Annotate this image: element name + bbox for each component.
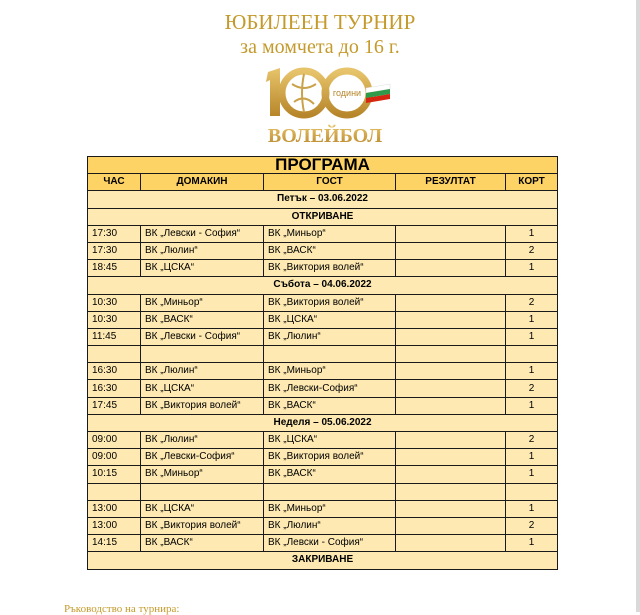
match-result (396, 500, 506, 517)
match-time: 16:30 (88, 363, 141, 380)
match-time: 11:45 (88, 328, 141, 345)
match-guest-team: ВК „Миньор“ (264, 225, 396, 242)
spacer-cell (506, 483, 558, 500)
match-court: 2 (506, 432, 558, 449)
match-time: 10:30 (88, 311, 141, 328)
logo-sport-text: ВОЛЕЙБОЛ (267, 125, 383, 146)
match-guest-team: ВК „ЦСКА“ (264, 311, 396, 328)
match-result (396, 328, 506, 345)
match-guest-team: ВК „Виктория волей“ (264, 449, 396, 466)
col-header-result: РЕЗУЛТАТ (396, 174, 506, 191)
match-time: 10:15 (88, 466, 141, 483)
match-guest-team: ВК „Люлин“ (264, 328, 396, 345)
match-guest-team: ВК „ВАСК“ (264, 397, 396, 414)
match-guest-team: ВК „ЦСКА“ (264, 432, 396, 449)
page-edge (636, 0, 640, 612)
spacer-cell (264, 346, 396, 363)
spacer-cell (141, 346, 264, 363)
match-row (88, 449, 558, 466)
match-guest-team: ВК „Миньор“ (264, 363, 396, 380)
match-court: 1 (506, 311, 558, 328)
match-court: 1 (506, 449, 558, 466)
match-result (396, 311, 506, 328)
match-time: 09:00 (88, 432, 141, 449)
col-header-court: КОРТ (506, 174, 558, 191)
match-row (88, 380, 558, 397)
match-home-team: ВК „Люлин“ (141, 363, 264, 380)
spacer-cell (396, 483, 506, 500)
match-court: 1 (506, 260, 558, 277)
col-header-time: ЧАС (88, 174, 141, 191)
col-header-guest: ГОСТ (264, 174, 396, 191)
tournament-subtitle: за момчета до 16 г. (240, 36, 400, 58)
tournament-title: ЮБИЛЕЕН ТУРНИР (224, 10, 416, 34)
match-home-team: ВК „ЦСКА“ (141, 500, 264, 517)
spacer-cell (396, 346, 506, 363)
match-row (88, 432, 558, 449)
match-result (396, 397, 506, 414)
schedule-title: ПРОГРАМА (88, 157, 558, 174)
match-home-team: ВК „Виктория волей“ (141, 397, 264, 414)
match-time: 13:00 (88, 500, 141, 517)
logo-digit-one (266, 68, 280, 116)
match-result (396, 242, 506, 259)
match-row (88, 242, 558, 259)
match-home-team: ВК „Левски - София“ (141, 225, 264, 242)
match-result (396, 517, 506, 534)
match-row (88, 363, 558, 380)
spacer-cell (88, 346, 141, 363)
day-header: Събота – 04.06.2022 (88, 277, 558, 294)
volleyball-100-logo (258, 66, 393, 146)
match-guest-team: ВК „ВАСК“ (264, 242, 396, 259)
spacer-row (88, 483, 558, 500)
match-guest-team: ВК „Виктория волей“ (264, 260, 396, 277)
match-row (88, 311, 558, 328)
match-court: 1 (506, 466, 558, 483)
match-result (396, 363, 506, 380)
match-result (396, 294, 506, 311)
spacer-cell (506, 346, 558, 363)
match-result (396, 535, 506, 552)
match-court: 2 (506, 294, 558, 311)
match-home-team: ВК „ЦСКА“ (141, 380, 264, 397)
match-row (88, 466, 558, 483)
spacer-cell (264, 483, 396, 500)
match-time: 16:30 (88, 380, 141, 397)
spacer-cell (88, 483, 141, 500)
match-row (88, 535, 558, 552)
match-home-team: ВК „Люлин“ (141, 432, 264, 449)
match-time: 09:00 (88, 449, 141, 466)
match-home-team: ВК „ЦСКА“ (141, 260, 264, 277)
match-result (396, 449, 506, 466)
match-court: 1 (506, 363, 558, 380)
opening-row: ОТКРИВАНЕ (88, 208, 558, 225)
match-row (88, 397, 558, 414)
logo-years-text: години (332, 88, 362, 98)
match-row (88, 225, 558, 242)
match-home-team: ВК „Миньор“ (141, 466, 264, 483)
match-home-team: ВК „ВАСК“ (141, 311, 264, 328)
match-home-team: ВК „ВАСК“ (141, 535, 264, 552)
match-court: 1 (506, 328, 558, 345)
schedule-table (87, 156, 558, 570)
match-result (396, 432, 506, 449)
col-header-home: ДОМАКИН (141, 174, 264, 191)
match-guest-team: ВК „ВАСК“ (264, 466, 396, 483)
match-court: 2 (506, 380, 558, 397)
match-court: 1 (506, 225, 558, 242)
match-home-team: ВК „Левски - София“ (141, 328, 264, 345)
match-time: 18:45 (88, 260, 141, 277)
match-time: 10:30 (88, 294, 141, 311)
match-row (88, 328, 558, 345)
match-court: 1 (506, 397, 558, 414)
match-court: 2 (506, 242, 558, 259)
match-row (88, 260, 558, 277)
match-row (88, 294, 558, 311)
spacer-cell (141, 483, 264, 500)
match-court: 2 (506, 517, 558, 534)
match-home-team: ВК „Люлин“ (141, 242, 264, 259)
match-time: 17:30 (88, 225, 141, 242)
match-home-team: ВК „Виктория волей“ (141, 517, 264, 534)
match-time: 17:30 (88, 242, 141, 259)
match-guest-team: ВК „Левски-София“ (264, 380, 396, 397)
match-time: 13:00 (88, 517, 141, 534)
match-row (88, 517, 558, 534)
match-time: 17:45 (88, 397, 141, 414)
match-guest-team: ВК „Левски - София“ (264, 535, 396, 552)
match-home-team: ВК „Миньор“ (141, 294, 264, 311)
match-row (88, 500, 558, 517)
match-time: 14:15 (88, 535, 141, 552)
spacer-row (88, 346, 558, 363)
match-result (396, 380, 506, 397)
closing-row: ЗАКРИВАНЕ (88, 552, 558, 569)
day-header: Неделя – 05.06.2022 (88, 414, 558, 431)
match-result (396, 466, 506, 483)
match-guest-team: ВК „Виктория волей“ (264, 294, 396, 311)
match-guest-team: ВК „Миньор“ (264, 500, 396, 517)
match-court: 1 (506, 535, 558, 552)
match-guest-team: ВК „Люлин“ (264, 517, 396, 534)
match-home-team: ВК „Левски-София“ (141, 449, 264, 466)
day-header: Петък – 03.06.2022 (88, 191, 558, 208)
match-result (396, 225, 506, 242)
footer-text: Ръководство на турнира: (64, 603, 180, 615)
match-result (396, 260, 506, 277)
match-court: 1 (506, 500, 558, 517)
